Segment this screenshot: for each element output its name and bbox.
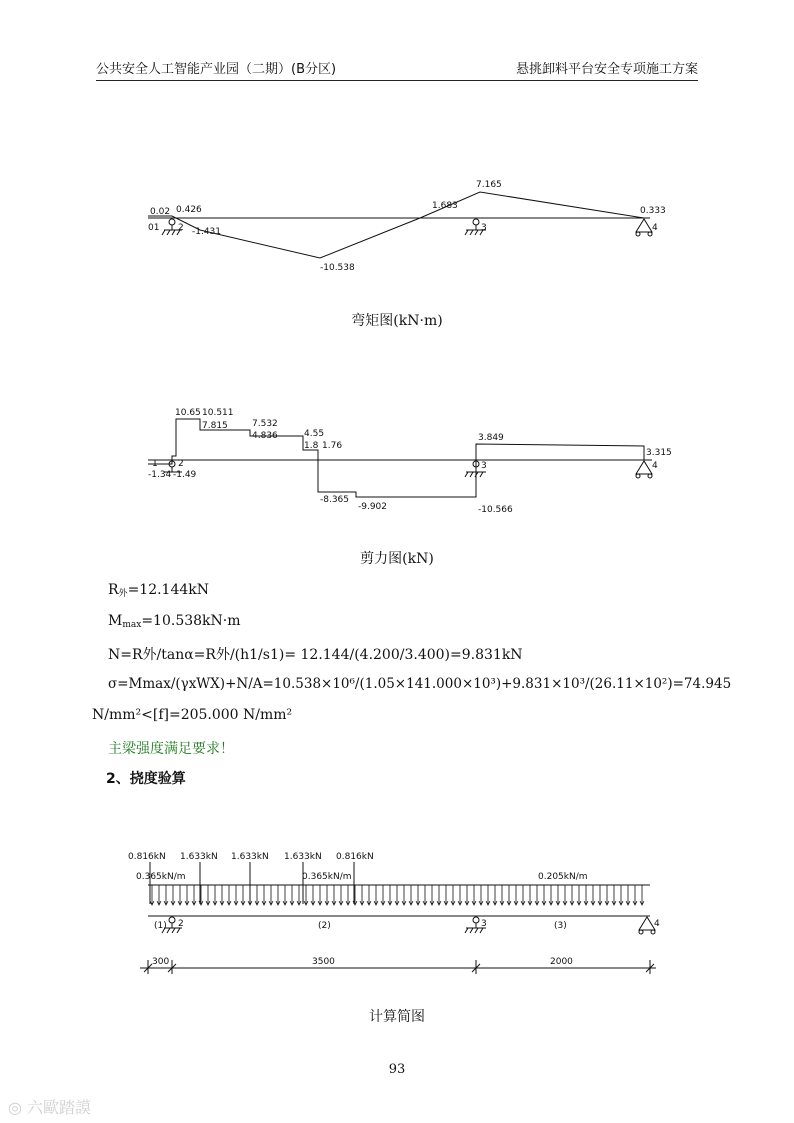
c-support-4 [639, 917, 655, 934]
calc-r-line: $R_外=12.144kN$ [108, 582, 210, 599]
calc-m-line: $M_{max}=10.538kN\cdot m$ [108, 613, 241, 630]
load-q1: 0.365kN/m [136, 872, 186, 882]
s-node-4: 4 [652, 461, 658, 471]
m-node-2: 2 [178, 223, 184, 233]
m-label-f: 7.165 [476, 180, 502, 190]
s-label-d: 7.532 [252, 419, 278, 429]
dim-300: 300 [152, 957, 170, 967]
m-label-b: 0.426 [176, 205, 202, 215]
header-right: 悬挑卸料平台安全专项施工方案 [515, 62, 698, 77]
dimension-line [140, 960, 656, 974]
c-node-2: 2 [178, 919, 184, 929]
m-node-3: 3 [481, 223, 487, 233]
c-node-4: 4 [654, 919, 660, 929]
header-rule [96, 80, 698, 81]
c-node-3: 3 [481, 919, 487, 929]
s-label-g: 1.8 [304, 441, 319, 451]
load-q3: 0.205kN/m [538, 872, 588, 882]
load-p4: 1.633kN [284, 852, 322, 862]
m-node-4: 4 [652, 223, 658, 233]
shear-diagram [0, 400, 794, 520]
s-label-o: -1.49 [173, 470, 197, 480]
dim-2000: 2000 [550, 957, 573, 967]
load-p3: 1.633kN [231, 852, 269, 862]
span-3: (3) [554, 921, 567, 931]
s-node-1: 1 [152, 459, 158, 469]
watermark-logo: ◎ 六歐踏謨 [8, 1098, 92, 1117]
s-node-3: 3 [481, 461, 487, 471]
moment-caption: 弯矩图(kN·m) [351, 313, 443, 329]
s-label-a: 10.65 [175, 408, 201, 418]
header-left: 公共安全人工智能产业园（二期）(B分区) [96, 62, 337, 77]
s-label-h: 1.76 [322, 441, 343, 451]
m-node-1: 01 [148, 223, 160, 233]
s-label-k: 3.849 [478, 433, 504, 443]
m-label-c: -1.431 [192, 227, 222, 237]
calc-n-line: N=R外/tanα=R外/(h1/s1)= 12.144/(4.200/3.400)=9.831kN [108, 647, 523, 663]
s-label-c: 7.815 [202, 421, 228, 431]
s-support-4 [636, 461, 652, 478]
calc-sigma-line: σ=Mmax/(γxWX)+N/A=10.538×10⁶/(1.05×141.000×10³)+9.831×10³/(26.11×10²)=74.945 [108, 676, 732, 692]
span-2: (2) [318, 921, 331, 931]
s-label-m: -10.566 [478, 505, 513, 515]
calc-diagram [0, 848, 794, 978]
calc-diagram-caption: 计算简图 [369, 1009, 425, 1025]
calc-sigma-line2: N/mm²<[f]=205.000 N/mm² [92, 707, 293, 723]
page-number: 93 [388, 1062, 406, 1077]
conclusion-text: 主梁强度满足要求！ [108, 741, 234, 757]
s-label-b: 10.511 [202, 408, 234, 418]
s-label-l: 3.315 [646, 448, 672, 458]
shear-caption: 剪力图(kN) [360, 551, 434, 567]
s-node-2: 2 [178, 459, 184, 469]
m-label-e: 1.683 [432, 201, 458, 211]
load-p1: 0.816kN [128, 852, 166, 862]
s-label-e: 4.836 [252, 431, 278, 441]
m-label-a: 0.02 [150, 207, 171, 217]
moment-diagram [0, 170, 794, 280]
load-p2: 1.633kN [180, 852, 218, 862]
s-label-f: 4.55 [304, 429, 325, 439]
s-label-i: -8.365 [320, 495, 350, 505]
m-label-g: 0.333 [640, 206, 666, 216]
support-4 [636, 219, 652, 236]
dim-3500: 3500 [312, 957, 335, 967]
section-heading: 2、挠度验算 [106, 771, 186, 787]
load-q2: 0.365kN/m [302, 872, 352, 882]
load-p5: 0.816kN [336, 852, 374, 862]
span-1: (1) [154, 921, 167, 931]
s-label-n: -1.34 [148, 470, 172, 480]
m-label-d: -10.538 [320, 263, 355, 273]
s-label-j: -9.902 [358, 502, 388, 512]
